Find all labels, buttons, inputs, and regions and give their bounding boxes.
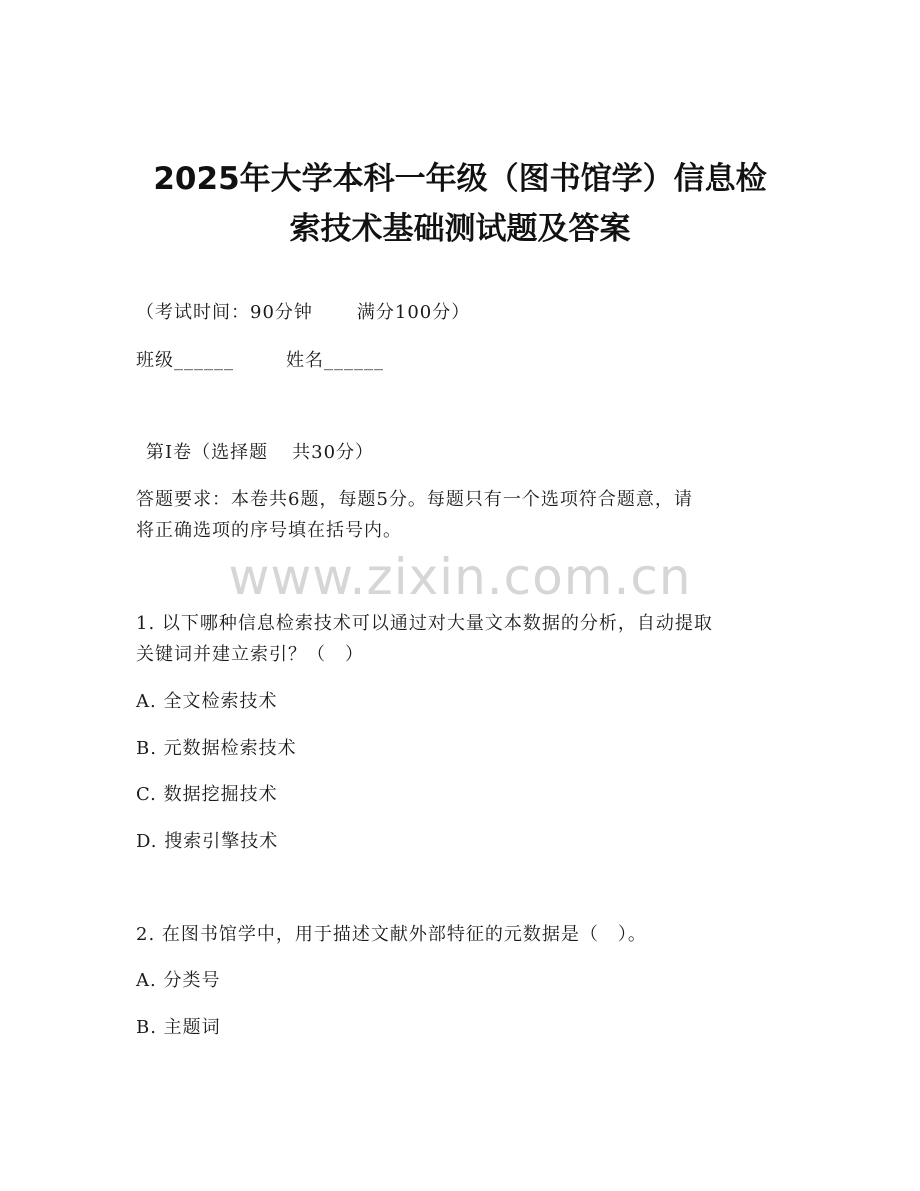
- question-1-option-b: B. 元数据检索技术: [136, 738, 297, 759]
- section-heading-title: 第Ⅰ卷（选择题: [146, 442, 269, 463]
- question-1-option-a: A. 全文检索技术: [136, 691, 278, 712]
- class-field: 班级______: [136, 350, 234, 371]
- exam-info: [136, 300, 470, 326]
- instructions-line-1: 答题要求：本卷共6题，每题5分。每题只有一个选项符合题意，请: [136, 489, 693, 510]
- question-1-stem-line-2: 关键词并建立索引？（ ）: [136, 644, 364, 665]
- exam-time: （考试时间：90分钟: [136, 302, 313, 323]
- name-field: 姓名______: [286, 350, 384, 371]
- document-title-line-2: 索技术基础测试题及答案: [289, 211, 631, 247]
- question-1-stem-line-1: 1. 以下哪种信息检索技术可以通过对大量文本数据的分析，自动提取: [136, 613, 713, 634]
- document-title-line-1: 2025年大学本科一年级（图书馆学）信息检: [153, 161, 767, 197]
- question-1-option-d: D. 搜索引擎技术: [136, 831, 279, 852]
- section-heading-total: 共30分）: [292, 442, 375, 463]
- student-fields: [136, 348, 384, 374]
- question-2-stem-line-1: 2. 在图书馆学中，用于描述文献外部特征的元数据是（ ）。: [136, 924, 647, 945]
- exam-score: 满分100分）: [356, 302, 471, 323]
- watermark: www.zixin.com.cn: [228, 548, 692, 606]
- question-2-option-a: A. 分类号: [136, 970, 221, 991]
- section-heading: [146, 440, 374, 466]
- question-1-option-c: C. 数据挖掘技术: [136, 784, 278, 805]
- question-2-option-b: B. 主题词: [136, 1017, 221, 1038]
- instructions-line-2: 将正确选项的序号填在括号内。: [136, 520, 402, 541]
